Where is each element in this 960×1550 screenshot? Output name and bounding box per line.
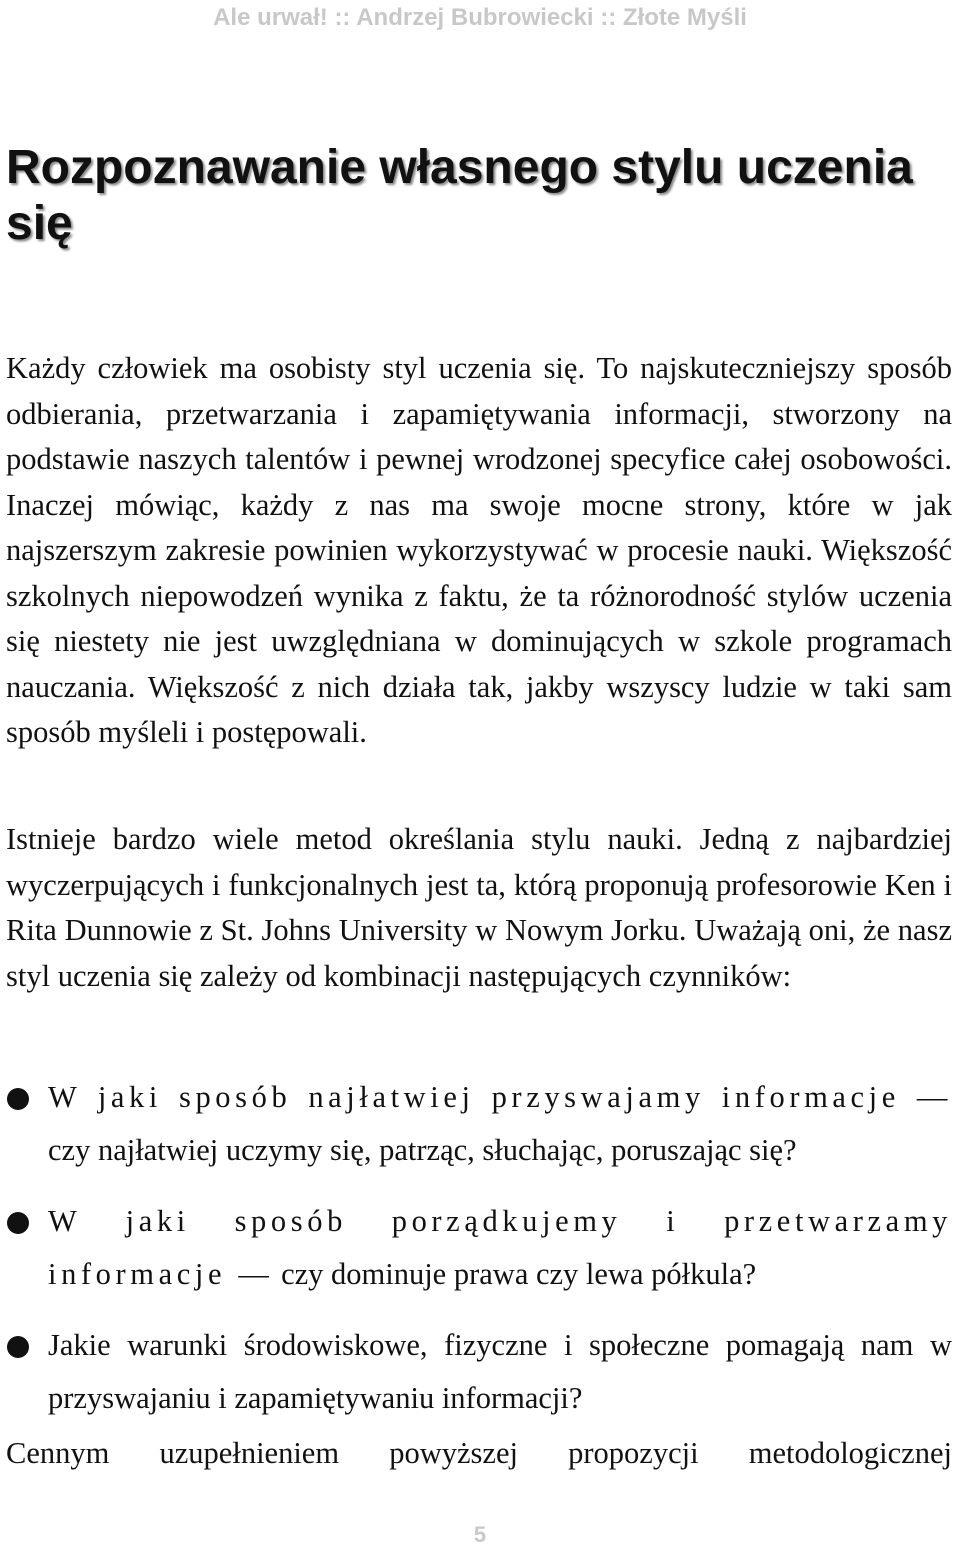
bullet-text: czy dominuje prawa czy lewa półkula? [273,1257,757,1291]
page-number: 5 [473,1522,487,1547]
bullet-icon [7,1336,29,1358]
bullet-text: Jakie warunki środowiskowe, fizyczne i społeczne pomagają nam w przyswajaniu i zapamiętywaniu informacji? [48,1328,952,1415]
chapter-title: Rozpoznawanie własnego stylu uczenia się [6,141,913,250]
bullet-text: czy najłatwiej uczymy się, patrząc, słuchając, poruszając się? [48,1133,797,1167]
bullet-icon [7,1212,29,1234]
bullet-lead: W jaki sposób porządkujemy i przetwarzamy informacje — [48,1204,952,1291]
list-item [0,1319,952,1425]
running-header: Ale urwał! :: Andrzej Bubrowiecki :: Złote Myśli [213,4,747,31]
bullet-icon [7,1088,29,1110]
list-item [0,1071,952,1177]
paragraph-dunn-method: Istnieje bardzo wiele metod określania stylu nauki. Jedną z najbardziej wyczerpujących i funkcjonalnych jest ta, którą proponują profesorowie Ken i Rita Dunnowie z St. Johns University w Nowym Jorku. Uważają oni, że nasz styl uczenia się zależy od kombinacji następujących czynników: [6,822,952,993]
paragraph-learning-style: Każdy człowiek ma osobisty styl uczenia się. To najskuteczniejszy sposób odbierania, przetwarzania i zapamiętywania informacji, stworzony na podstawie naszych talentów i pewnej wrodzonej specyfice całej osobowości. Inaczej mówiąc, każdy z nas ma swoje mocne strony, które w jak najszerszym zakresie powinien wykorzystywać w procesie nauki. Większość szkolnych niepowodzeń wynika z faktu, że ta różnorodność stylów uczenia się niestety nie jest uwzględniana w dominujących w szkole programach nauczania. Większość z nich działa tak, jakby wszyscy ludzie w taki sam sposób myśleli i postępowali. [6,351,952,749]
list-item [0,1195,952,1301]
factors-list [0,1071,952,1425]
closing-paragraph: Cennym uzupełnieniem powyższej propozycji metodologicznej [6,1436,952,1470]
bullet-lead: W jaki sposób najłatwiej przyswajamy informacje — [48,1080,952,1114]
